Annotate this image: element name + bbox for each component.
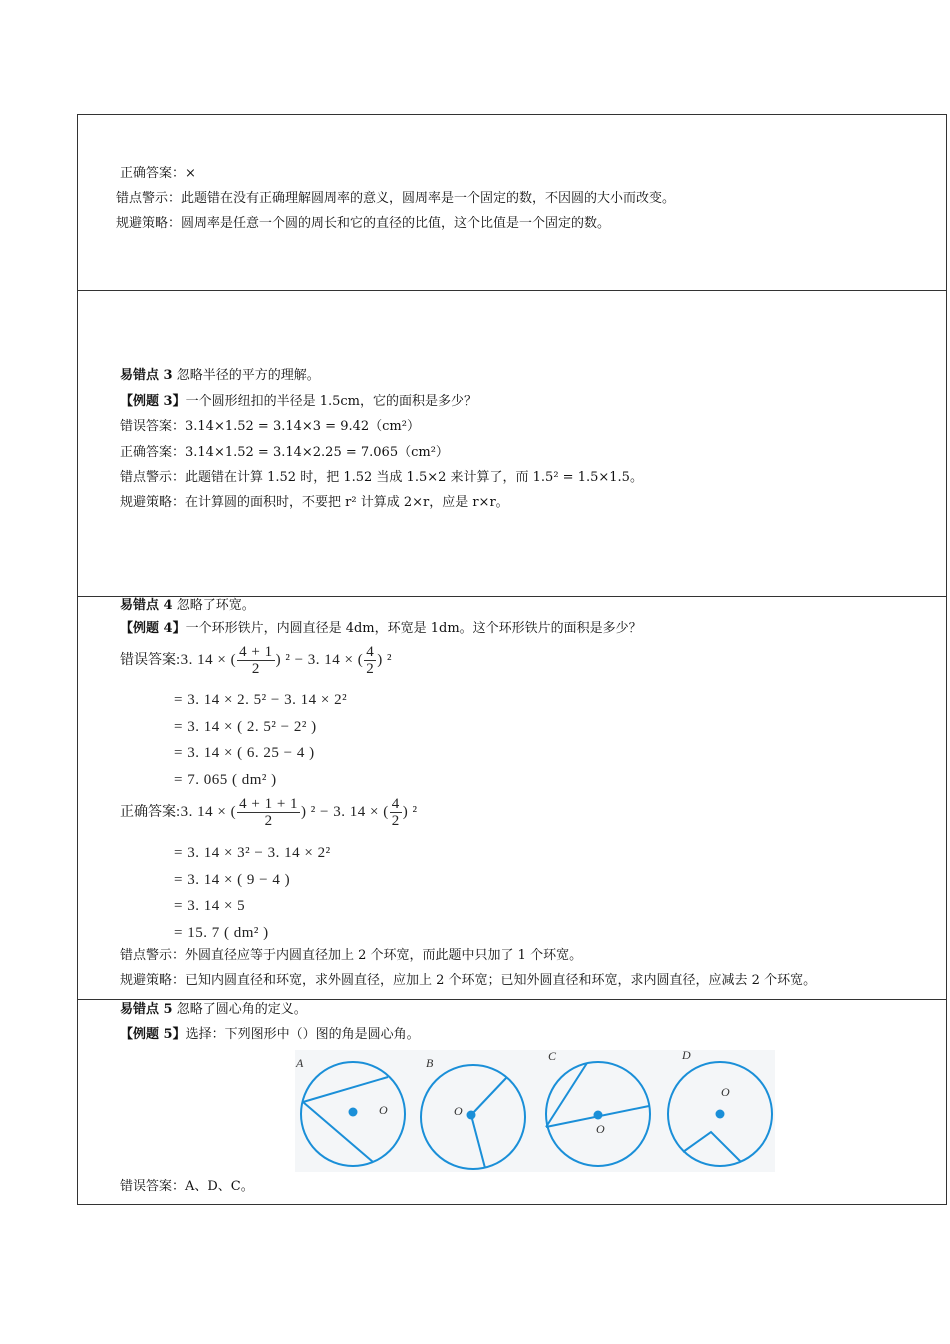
wrong-step-2: = 3. 14 × ( 2. 5² − 2² ) (174, 719, 317, 735)
wrong-answer-5: 错误答案：A、D、C。 (120, 1179, 254, 1194)
content-table (77, 114, 947, 1205)
circle-b-label: B (426, 1056, 434, 1070)
example-3: 【例题 3】一个圆形纽扣的半径是 1.5cm，它的面积是多少？ (120, 394, 477, 409)
fraction: $\frac{4 + 1}{2}$ (239, 644, 273, 677)
circle-c-center (594, 1111, 603, 1120)
circle-d (668, 1050, 772, 1166)
fraction: $\frac{4}{2}$ (366, 644, 375, 677)
circle-d-center-label: O (721, 1085, 730, 1099)
circle-b (421, 1056, 525, 1169)
strategy-1: 规避策略：圆周率是任意一个圆的周长和它的直径的比值，这个比值是一个固定的数。 (116, 216, 611, 231)
warning-4: 错点警示：外圆直径应等于内圆直径加上 2 个环宽，而此题中只加了 1 个环宽。 (120, 948, 583, 963)
circle-d-label: D (682, 1050, 691, 1062)
fraction: $\frac{4}{2}$ (391, 796, 400, 829)
section-5-title: 易错点 5 忽略了圆心角的定义。 (120, 1002, 307, 1017)
row-section-3 (78, 291, 946, 597)
circle-a-center-label: O (379, 1103, 388, 1117)
circle-b-center (467, 1111, 476, 1120)
central-angle-figure (295, 1050, 775, 1172)
example-5: 【例题 5】选择：下列图形中（）图的角是圆心角。 (120, 1027, 420, 1042)
fraction: $\frac{4 + 1 + 1}{2}$ (239, 796, 299, 829)
strategy-4: 规避策略：已知内圆直径和环宽，求外圆直径，应加上 2 个环宽；已知外圆直径和环宽，求内圆直径，应减去 2 个环宽。 (120, 973, 817, 988)
circle-c (546, 1050, 650, 1166)
circle-d-center (716, 1110, 725, 1119)
section-4-title: 易错点 4 忽略了环宽。 (120, 598, 255, 613)
circle-a-chord-1 (303, 1077, 388, 1102)
correct-step-3: = 3. 14 × 5 (174, 898, 246, 914)
circle-a-label: A (296, 1056, 304, 1070)
row-section-4 (78, 597, 946, 1000)
correct-answer-4-first: 正确答案:3. 14 × ( $\frac{4 + 1 + 1}{2}$ ) ² − 3. 14 × ( $\frac{4}{2}$ ) ² (120, 796, 418, 829)
circle-b-radius-2 (471, 1115, 485, 1168)
wrong-step-1: = 3. 14 × 2. 5² − 3. 14 × 2² (174, 692, 348, 708)
correct-step-2: = 3. 14 × ( 9 − 4 ) (174, 872, 291, 888)
circle-a (295, 1056, 405, 1166)
circle-b-radius-1 (471, 1077, 507, 1115)
correct-step-1: = 3. 14 × 3² − 3. 14 × 2² (174, 845, 331, 861)
example-4: 【例题 4】一个环形铁片，内圆直径是 4dm，环宽是 1dm。这个环形铁片的面积是多少？ (120, 621, 642, 636)
circle-b-center-label: O (454, 1104, 463, 1118)
circle-c-label: C (548, 1050, 557, 1063)
correct-answer-3: 正确答案：3.14×1.52 = 3.14×2.25 = 7.065（cm²） (120, 445, 449, 460)
strategy-3: 规避策略：在计算圆的面积时，不要把 r² 计算成 2×r，应是 r×r。 (120, 495, 509, 510)
row-section-1 (78, 115, 946, 291)
section-3-title: 易错点 3 忽略半径的平方的理解。 (120, 368, 320, 383)
wrong-answer-4-first: 错误答案:3. 14 × ( $\frac{4 + 1}{2}$ ) ² − 3. 14 × ( $\frac{4}{2}$ ) ² (120, 644, 392, 677)
warning-1: 错点警示：此题错在没有正确理解圆周率的意义，圆周率是一个固定的数，不因圆的大小而改变。 (116, 191, 676, 206)
circle-a-chord-2 (303, 1102, 373, 1162)
warning-3: 错点警示：此题错在计算 1.52 时，把 1.52 当成 1.5×2 来计算了，而 1.5² = 1.5×1.5。 (120, 470, 643, 485)
correct-step-4: = 15. 7 ( dm² ) (174, 925, 269, 941)
circles-svg (295, 1050, 775, 1172)
circle-c-center-label: O (596, 1122, 605, 1136)
circle-a-center (349, 1108, 358, 1117)
wrong-step-4: = 7. 065 ( dm² ) (174, 772, 277, 788)
wrong-answer-3: 错误答案：3.14×1.52 = 3.14×3 = 9.42（cm²） (120, 419, 420, 434)
wrong-step-3: = 3. 14 × ( 6. 25 − 4 ) (174, 745, 315, 761)
correct-answer-1: 正确答案：× (120, 166, 196, 181)
